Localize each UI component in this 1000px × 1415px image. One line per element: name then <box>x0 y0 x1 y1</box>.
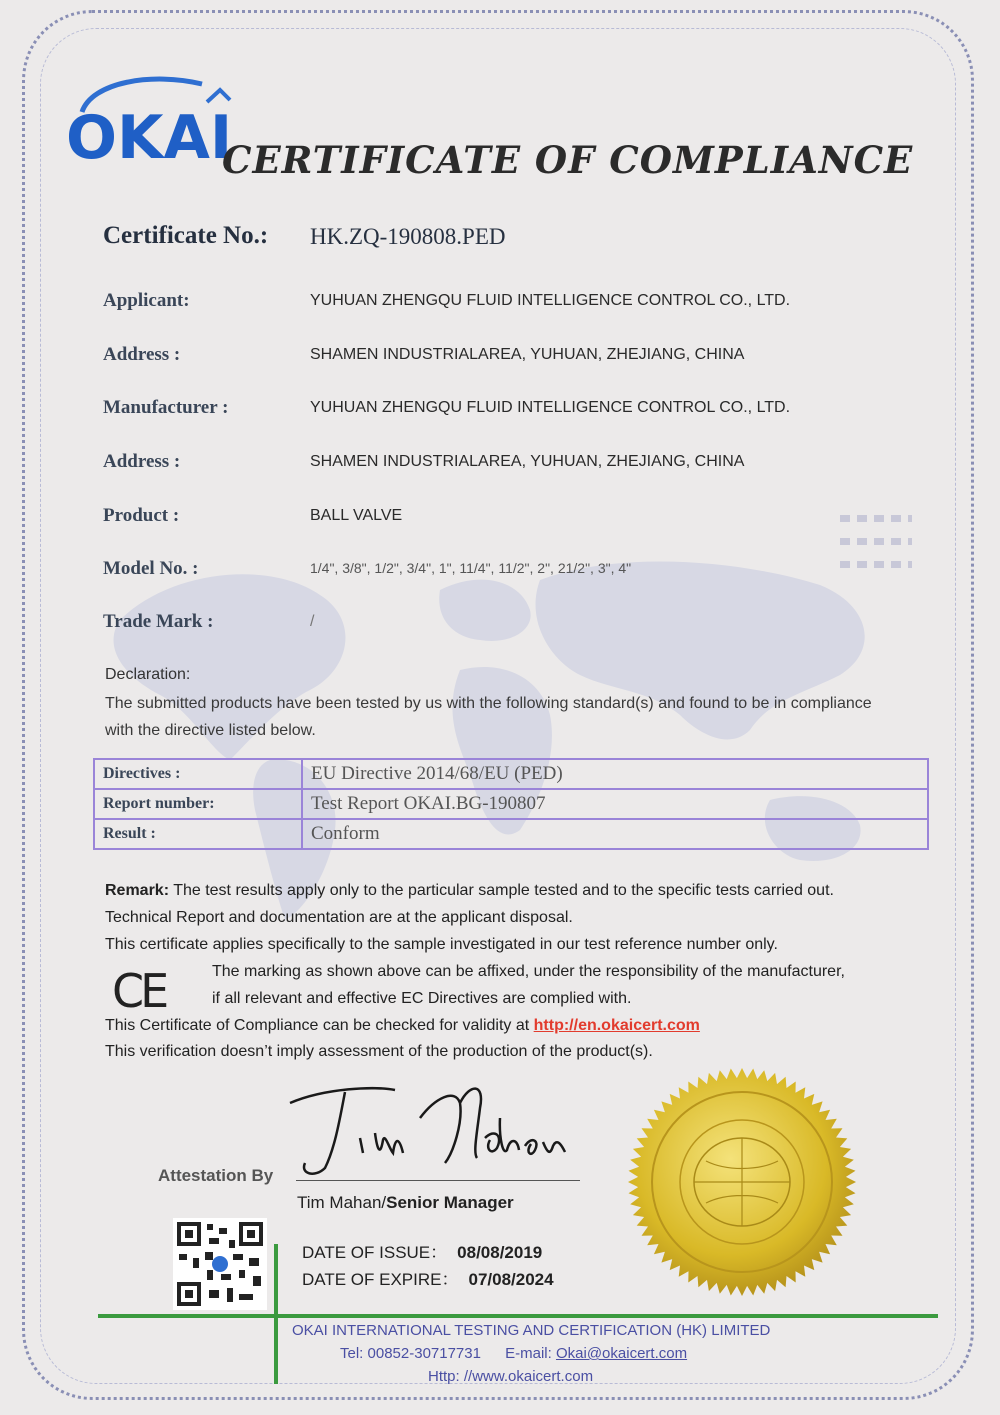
manufacturer-address-value: SHAMEN INDUSTRIALAREA, YUHUAN, ZHEJIANG, CHINA <box>310 453 745 470</box>
footer-web-label: Http: <box>428 1368 464 1385</box>
table-row <box>94 789 928 819</box>
certificate-number-label: Certificate No.: <box>103 222 269 249</box>
product-label: Product : <box>103 505 180 526</box>
decorative-badge <box>840 515 912 584</box>
applicant-address-label: Address : <box>103 344 181 365</box>
verification-line: This verification doesn’t imply assessment of the production of the product(s). <box>105 1043 653 1060</box>
declaration-title: Declaration: <box>105 666 191 683</box>
footer-email-link[interactable]: Okai@okaicert.com <box>555 1345 688 1362</box>
manufacturer-label: Manufacturer : <box>103 397 229 418</box>
signer <box>297 1193 514 1213</box>
qr-code-icon <box>173 1218 267 1310</box>
remark-label: Remark: <box>105 882 170 899</box>
document-title: CERTIFICATE OF COMPLIANCE <box>222 138 914 182</box>
footer-web-link[interactable]: //www.okaicert.com <box>463 1368 594 1385</box>
remark-line-2: Technical Report and documentation are at the applicant disposal. <box>105 909 573 926</box>
manufacturer-value: YUHUAN ZHENGQU FLUID INTELLIGENCE CONTROL CO., LTD. <box>310 399 791 416</box>
okai-logo <box>62 72 237 172</box>
signer-title: Senior Manager <box>386 1193 514 1212</box>
footer-web <box>428 1368 1000 1385</box>
signature-line <box>296 1180 580 1181</box>
trade-mark-label: Trade Mark : <box>103 611 214 632</box>
remark-line-3: This certificate applies specifically to the sample investigated in our test reference number only. <box>105 936 778 953</box>
directives-value: EU Directive 2014/68/EU (PED) <box>302 759 928 789</box>
logo-text: OKAI <box>66 103 233 172</box>
footer-contact <box>340 1345 1000 1362</box>
remark-text: The test results apply only to the particular sample tested and to the specific tests carried out. <box>169 882 834 899</box>
footer-email-label: E-mail: <box>505 1345 556 1362</box>
footer-divider <box>98 1314 938 1318</box>
result-key: Result : <box>94 819 302 849</box>
expire-date-label: DATE OF EXPIRE： <box>302 1270 459 1289</box>
footer-company: OKAI INTERNATIONAL TESTING AND CERTIFICATION (HK) LIMITED <box>292 1322 771 1339</box>
model-number-value: 1/4", 3/8", 1/2", 3/4", 1", 11/4", 11/2", 2", 21/2", 3", 4" <box>310 560 632 576</box>
expire-date-line <box>302 1265 554 1290</box>
ce-mark-icon: CE <box>112 964 166 1018</box>
product-value: BALL VALVE <box>310 507 403 524</box>
applicant-label: Applicant: <box>103 290 190 311</box>
ce-text-line-1: The marking as shown above can be affixed, under the responsibility of the manufacturer, <box>212 963 845 980</box>
footer-tel-label: Tel: <box>340 1345 368 1362</box>
declaration-text: The submitted products have been tested by us with the following standard(s) and found to be in compliance with the directive listed below. <box>105 695 872 739</box>
applicant-address-value: SHAMEN INDUSTRIALAREA, YUHUAN, ZHEJIANG, CHINA <box>310 346 745 363</box>
report-number-value: Test Report OKAI.BG-190807 <box>302 789 928 819</box>
table-row <box>94 819 928 849</box>
attestation-label: Attestation By <box>158 1166 274 1185</box>
result-value: Conform <box>302 819 928 849</box>
handwritten-signature <box>285 1078 575 1188</box>
remark-line-1 <box>105 882 834 900</box>
expire-date-value: 07/08/2024 <box>468 1270 554 1289</box>
issue-date-line <box>302 1238 542 1263</box>
model-number-label: Model No. : <box>103 558 199 579</box>
directives-table <box>93 758 929 850</box>
issue-date-label: DATE OF ISSUE： <box>302 1243 448 1262</box>
ce-text-line-2: if all relevant and effective EC Directives are complied with. <box>212 990 632 1007</box>
validity-text: This Certificate of Compliance can be checked for validity at <box>105 1017 534 1034</box>
footer-vertical-divider <box>274 1244 278 1384</box>
validity-line <box>105 1017 700 1035</box>
issue-date-value: 08/08/2019 <box>457 1243 543 1262</box>
trade-mark-value: / <box>310 613 315 630</box>
manufacturer-address-label: Address : <box>103 451 181 472</box>
report-number-key: Report number: <box>94 789 302 819</box>
certificate-number-value: HK.ZQ-190808.PED <box>310 224 506 249</box>
table-row <box>94 759 928 789</box>
validity-link[interactable]: http://en.okaicert.com <box>533 1017 700 1034</box>
directives-key: Directives : <box>94 759 302 789</box>
footer-tel-value: 00852-30717731 <box>367 1345 481 1362</box>
applicant-value: YUHUAN ZHENGQU FLUID INTELLIGENCE CONTROL CO., LTD. <box>310 292 791 309</box>
signer-name: Tim Mahan/ <box>297 1193 387 1212</box>
gold-seal-icon <box>626 1066 858 1298</box>
